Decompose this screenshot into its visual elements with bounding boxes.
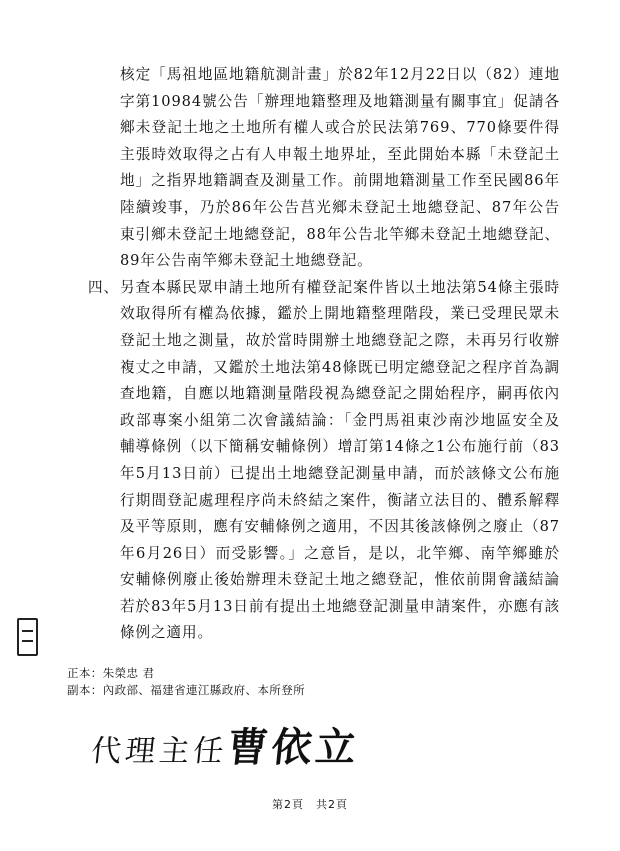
recipient-main: 正本：朱榮忠 君: [67, 666, 155, 680]
page-number: 第2頁 共2頁: [272, 798, 348, 811]
paragraph-continued: 核定「馬祖地區地籍航測計畫」於82年12月22日以（82）連地字第10984號公告「辦理地籍整理及地籍測量有關事宜」促請各鄉未登記土地之土地所有權人或合於民法第769、770條要件得主張時效取得之占有人申報土地界址，至此開始本縣「未登記土地」之指界地籍調查及測量工作。前開地籍測量工作至民國86年陸續竣事，乃於86年公告莒光鄉未登記土地總登記、87年公告東引鄉未登記土地總登記，88年公告北竿鄉未登記土地總登記、89年公告南竿鄉未登記土地總登記。: [120, 66, 560, 270]
item-4-text: 另查本縣民眾申請土地所有權登記案件皆以土地法第54條主張時效取得所有權為依據，鑑於上開地籍整理階段，業已受理民眾未登記土地之測量，故於當時開辦土地總登記之際，未再另行收辦複丈之申請，又鑑於土地法第48條既已明定總登記之程序首為調查地籍，自應以地籍測量階段視為總登記之開始程序，嗣再依內政部專案小組第二次會議結論：「金門馬祖東沙南沙地區安全及輔導條例（以下簡稱安輔條例）增訂第14條之1公布施行前（83年5月13日前）已提出土地總登記測量申請，而於該條文公布施行期間登記處理程序尚未終結之案件，衡諸立法目的、體系解釋及平等原則，應有安輔條例之適用，不因其後該條例之廢止（87年6月26日）而受影響。」之意旨，是以，北竿鄉、南竿鄉雖於安輔條例廢止後始辦理未登記土地之總登記，惟依前開會議結論若於83年5月13日前有提出土地總登記測量申請案件，亦應有該條例之適用。: [120, 278, 560, 642]
signature-image: [89, 716, 363, 773]
seal-stamp-icon: [17, 618, 38, 656]
recipients-block: [67, 665, 305, 699]
item-number: 四、: [88, 278, 119, 296]
letter-body: [88, 62, 560, 647]
signature-name: 曹依立: [225, 724, 363, 771]
signature-title: 代理主任: [89, 734, 230, 769]
signature-block: [89, 712, 412, 782]
recipient-copy: 副本：內政部、福建省連江縣政府、本所登所: [67, 683, 305, 697]
paragraph-item-4: [88, 275, 560, 647]
